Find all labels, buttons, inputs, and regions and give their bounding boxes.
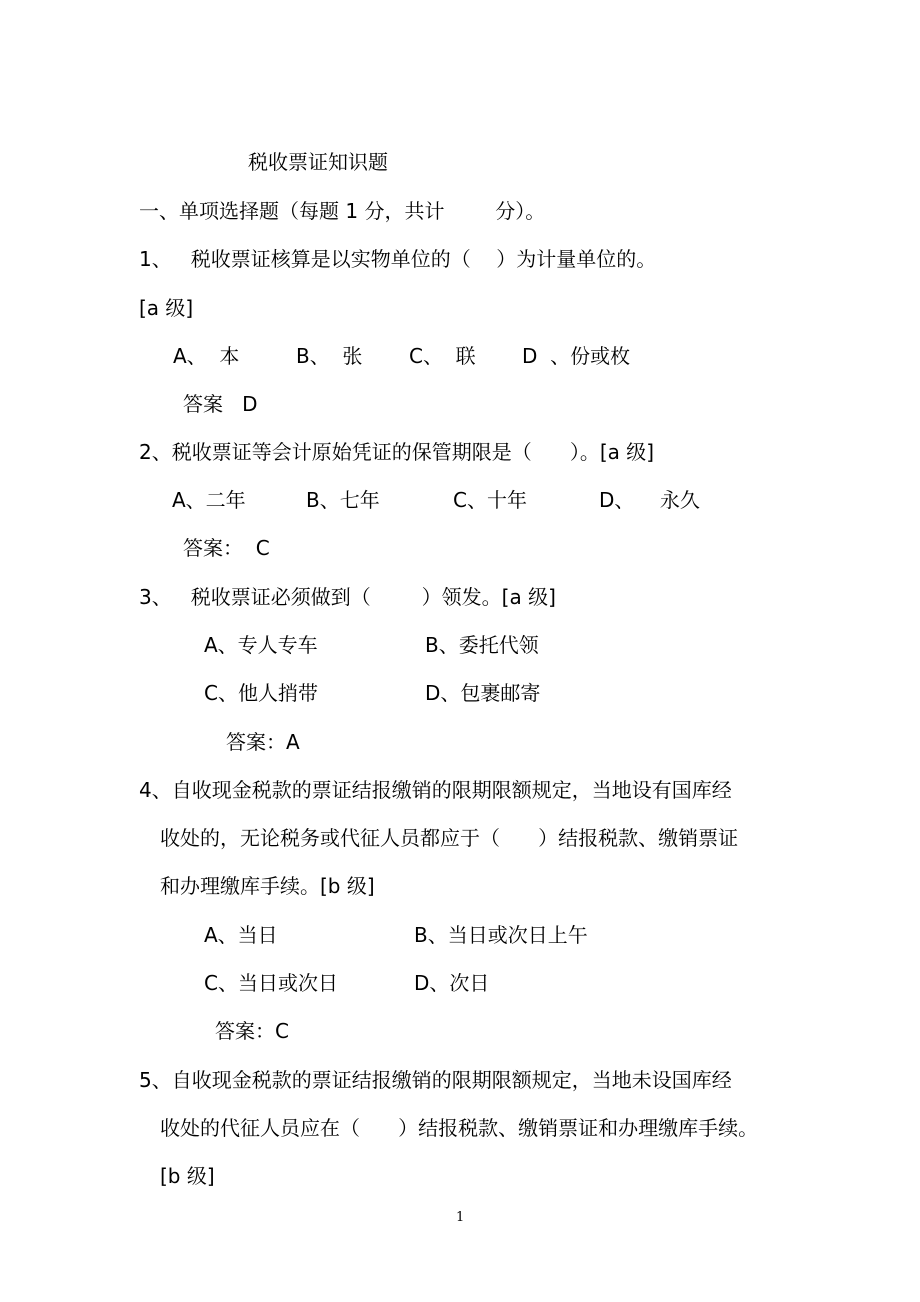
question-5-stem-line-1: 5、自收现金税款的票证结报缴销的限期限额规定，当地未设国库经 bbox=[139, 1068, 732, 1092]
document-title: 税收票证知识题 bbox=[248, 150, 388, 174]
question-2-option-c: C、十年 bbox=[453, 488, 527, 512]
question-4-answer: 答案：C bbox=[215, 1019, 289, 1043]
question-4-stem-line-2: 收处的，无论税务或代征人员都应于（ ）结报税款、缴销票证 bbox=[160, 826, 739, 850]
question-5-stem-line-3: [b 级] bbox=[160, 1164, 215, 1188]
question-3-answer: 答案：A bbox=[226, 730, 300, 754]
question-1-stem: 1、 税收票证核算是以实物单位的（ ）为计量单位的。 bbox=[139, 247, 657, 271]
question-3-option-a: A、专人专车 bbox=[204, 633, 318, 657]
question-2-stem: 2、税收票证等会计原始凭证的保管期限是（ ）。[a 级] bbox=[139, 440, 655, 464]
question-1-level: [a 级] bbox=[139, 296, 194, 320]
question-1-answer: 答案 D bbox=[183, 392, 258, 416]
section-heading: 一、单项选择题（每题 1 分，共计 分）。 bbox=[139, 199, 546, 223]
question-4-option-a: A、当日 bbox=[204, 923, 278, 947]
question-1-option-b: B、 张 bbox=[296, 344, 363, 368]
question-3-option-d: D、包裹邮寄 bbox=[425, 681, 541, 705]
question-4-option-b: B、当日或次日上午 bbox=[414, 923, 588, 947]
question-1-option-c: C、 联 bbox=[409, 344, 476, 368]
question-4-option-d: D、次日 bbox=[414, 971, 490, 995]
question-4-option-c: C、当日或次日 bbox=[204, 971, 338, 995]
question-5-stem-line-2: 收处的代征人员应在（ ）结报税款、缴销票证和办理缴库手续。 bbox=[160, 1116, 759, 1140]
question-2-option-b: B、七年 bbox=[306, 488, 380, 512]
question-2-answer: 答案： C bbox=[183, 536, 270, 560]
question-1-option-a: A、 本 bbox=[173, 344, 240, 368]
question-2-option-d: D、 永久 bbox=[599, 488, 700, 512]
question-2-option-a: A、二年 bbox=[172, 488, 246, 512]
page-number: 1 bbox=[456, 1210, 465, 1225]
question-3-option-c: C、他人捎带 bbox=[204, 681, 318, 705]
question-1-option-d: D 、份或枚 bbox=[522, 344, 631, 368]
question-4-stem-line-1: 4、自收现金税款的票证结报缴销的限期限额规定，当地设有国库经 bbox=[139, 778, 732, 802]
question-4-stem-line-3: 和办理缴库手续。[b 级] bbox=[160, 874, 375, 898]
question-3-option-b: B、委托代领 bbox=[425, 633, 539, 657]
question-3-stem: 3、 税收票证必须做到（ ）领发。[a 级] bbox=[139, 585, 556, 609]
